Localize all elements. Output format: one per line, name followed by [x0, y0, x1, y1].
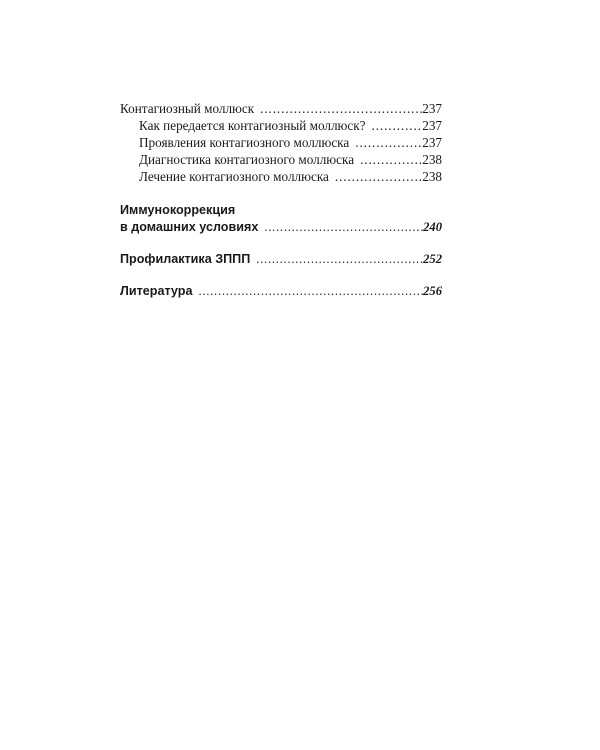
- toc-chapter-literature[interactable]: [120, 283, 442, 300]
- dot-leader: [260, 100, 422, 117]
- dot-leader: [198, 283, 423, 300]
- toc-chapter-page: 256: [423, 284, 442, 298]
- dot-leader: [360, 151, 422, 168]
- dot-leader: [264, 219, 423, 236]
- toc-subentry[interactable]: [120, 151, 442, 168]
- toc-entry-title: Как передается контагиозный моллюск?: [139, 118, 366, 133]
- dot-leader: [355, 134, 422, 151]
- dot-leader: [335, 168, 422, 185]
- toc-entry-page: 237: [422, 101, 442, 116]
- toc-entry-page: 238: [422, 152, 442, 167]
- toc-entry-title: Проявления контагиозного моллюска: [139, 135, 350, 150]
- toc-entry-title: Лечение контагиозного моллюска: [139, 169, 329, 184]
- toc-entry-page: 237: [422, 135, 442, 150]
- toc-chapter-title: Профилактика ЗППП: [120, 252, 251, 266]
- toc-chapter-immunocorrection[interactable]: [120, 202, 442, 236]
- toc-subentry[interactable]: [120, 117, 442, 134]
- toc-chapter-title: Литература: [120, 284, 193, 298]
- table-of-contents: [120, 100, 442, 300]
- toc-chapter-title-line2: в домашних условиях: [120, 220, 259, 234]
- toc-subentry[interactable]: [120, 168, 442, 185]
- toc-subentry[interactable]: [120, 134, 442, 151]
- spacer: [120, 268, 442, 283]
- dot-leader: [256, 251, 423, 268]
- toc-chapter-line2: [120, 219, 442, 236]
- toc-chapter-page: 240: [423, 220, 442, 234]
- toc-entry-title: Диагностика контагиозного моллюска: [139, 152, 355, 167]
- spacer: [120, 236, 442, 251]
- dot-leader: [372, 117, 423, 134]
- toc-chapter-page: 252: [423, 252, 442, 266]
- toc-entry[interactable]: [120, 100, 442, 117]
- toc-chapter-prophylaxis[interactable]: [120, 251, 442, 268]
- toc-entry-page: 237: [422, 118, 442, 133]
- toc-entry-title: Контагиозный моллюск: [120, 101, 255, 116]
- toc-chapter-title-line1: Иммунокоррекция: [120, 203, 236, 217]
- spacer: [120, 185, 442, 202]
- toc-entry-page: 238: [422, 169, 442, 184]
